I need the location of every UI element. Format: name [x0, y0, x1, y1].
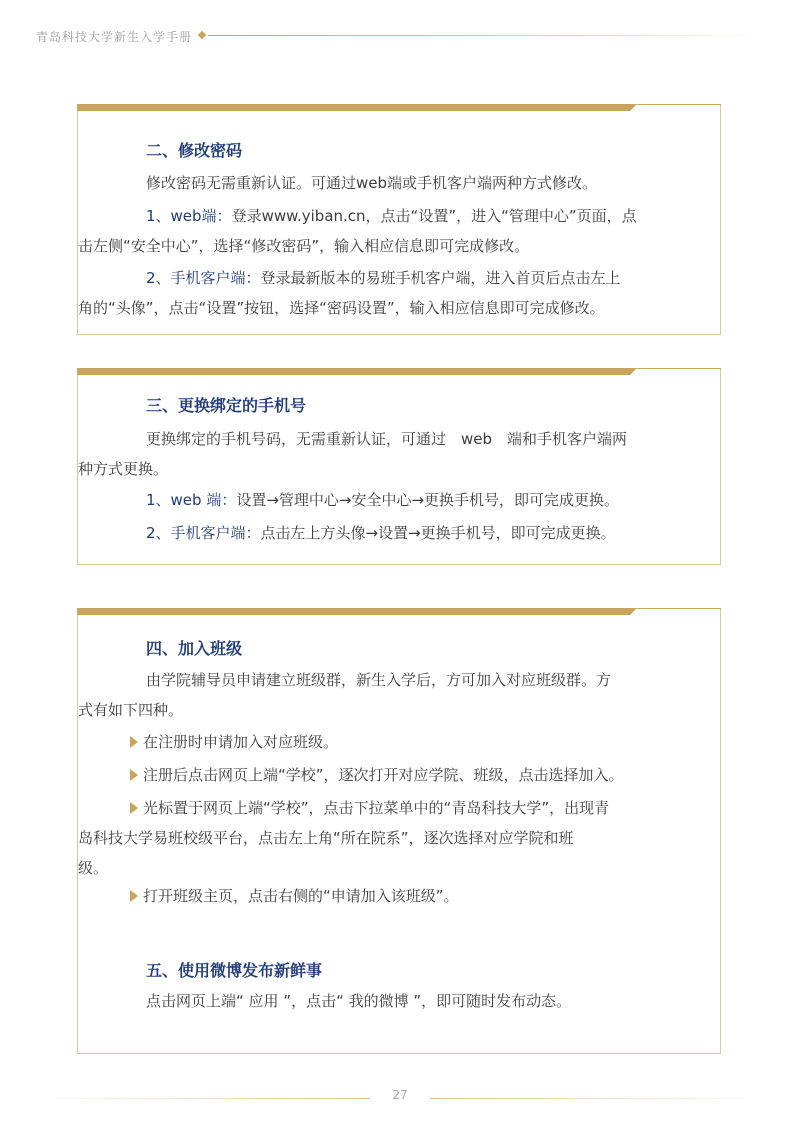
item-text-line3: 级。	[78, 859, 109, 877]
web-label: 1、web 端：	[146, 491, 237, 509]
web-text-line2: 击左侧“安全中心”，选择“修改密码”，输入相应信息即可完成修改。	[78, 237, 530, 255]
paragraph-weibo	[146, 986, 694, 1016]
section-box-change-phone	[77, 368, 721, 565]
section-title-join-class: 四、加入班级	[146, 639, 243, 658]
section-intro: 修改密码无需重新认证。可通过web端或手机客户端两种方式修改。	[146, 174, 598, 192]
triangle-bullet-icon	[130, 802, 138, 814]
box-top-rule	[638, 608, 721, 609]
header-rule	[208, 35, 763, 36]
paragraph-web	[146, 485, 694, 515]
section-box-join-class	[77, 608, 721, 1054]
item-text-line2: 岛科技大学易班校级平台，点击左上角“所在院系”，逐次选择对应学院和班	[78, 829, 574, 847]
footer-rule-right	[430, 1098, 760, 1099]
web-text-line1: 登录www.yiban.cn，点击“设置”，进入“管理中心”页面，点	[231, 207, 637, 225]
box-accent-bar	[77, 104, 637, 111]
box-top-rule	[638, 368, 721, 369]
box-accent-bar	[77, 368, 637, 375]
intro-line2: 种方式更换。	[78, 460, 169, 478]
intro-line1: 由学院辅导员申请建立班级群，新生入学后，方可加入对应班级群。方	[146, 671, 612, 689]
section-title-change-password: 二、修改密码	[146, 141, 243, 160]
mobile-label: 2、手机客户端：	[146, 269, 261, 287]
paragraph-mobile	[78, 263, 694, 323]
mobile-text-line2: 角的“头像”，点击“设置”按钮，选择“密码设置”，输入相应信息即可完成修改。	[78, 299, 605, 317]
mobile-text-line1: 登录最新版本的易班手机客户端，进入首页后点击左上	[260, 269, 621, 287]
section-title-change-phone: 三、更换绑定的手机号	[146, 396, 307, 415]
list-item	[130, 881, 678, 911]
list-item	[130, 727, 678, 757]
section-box-change-password	[77, 104, 721, 335]
handbook-title: 青岛科技大学新生入学手册	[36, 30, 193, 44]
list-item	[78, 793, 710, 883]
triangle-bullet-icon	[130, 890, 138, 902]
paragraph-web	[78, 201, 694, 261]
box-accent-bar	[77, 608, 637, 615]
header-diamond-ornament	[198, 31, 206, 39]
intro-line2: 式有如下四种。	[78, 701, 184, 719]
section-title-weibo: 五、使用微博发布新鲜事	[146, 961, 323, 980]
weibo-text: 点击网页上端“ 应用 ”，点击“ 我的微博 ”，即可随时发布动态。	[146, 992, 572, 1010]
box-top-rule	[638, 104, 721, 105]
paragraph-intro	[78, 424, 694, 484]
footer-rule-left	[40, 1098, 370, 1099]
list-item	[130, 760, 710, 790]
item-text: 打开班级主页，点击右侧的“申请加入该班级”。	[143, 887, 459, 905]
page-number: 27	[392, 1088, 408, 1102]
item-text-line1: 光标置于网页上端“学校”，点击下拉菜单中的“青岛科技大学”，出现青	[143, 799, 610, 817]
mobile-text: 点击左上方头像→设置→更换手机号，即可完成更换。	[260, 524, 616, 542]
paragraph	[146, 168, 694, 198]
triangle-bullet-icon	[130, 736, 138, 748]
item-text: 注册后点击网页上端“学校”，逐次打开对应学院、班级，点击选择加入。	[143, 766, 624, 784]
paragraph-intro	[78, 665, 694, 725]
web-text: 设置→管理中心→安全中心→更换手机号，即可完成更换。	[236, 491, 620, 509]
paragraph-mobile	[146, 518, 694, 548]
intro-line1: 更换绑定的手机号码，无需重新认证，可通过 web 端和手机客户端两	[146, 430, 628, 448]
web-label: 1、web端：	[146, 207, 232, 225]
triangle-bullet-icon	[130, 769, 138, 781]
mobile-label: 2、手机客户端：	[146, 524, 261, 542]
item-text: 在注册时申请加入对应班级。	[143, 733, 339, 751]
